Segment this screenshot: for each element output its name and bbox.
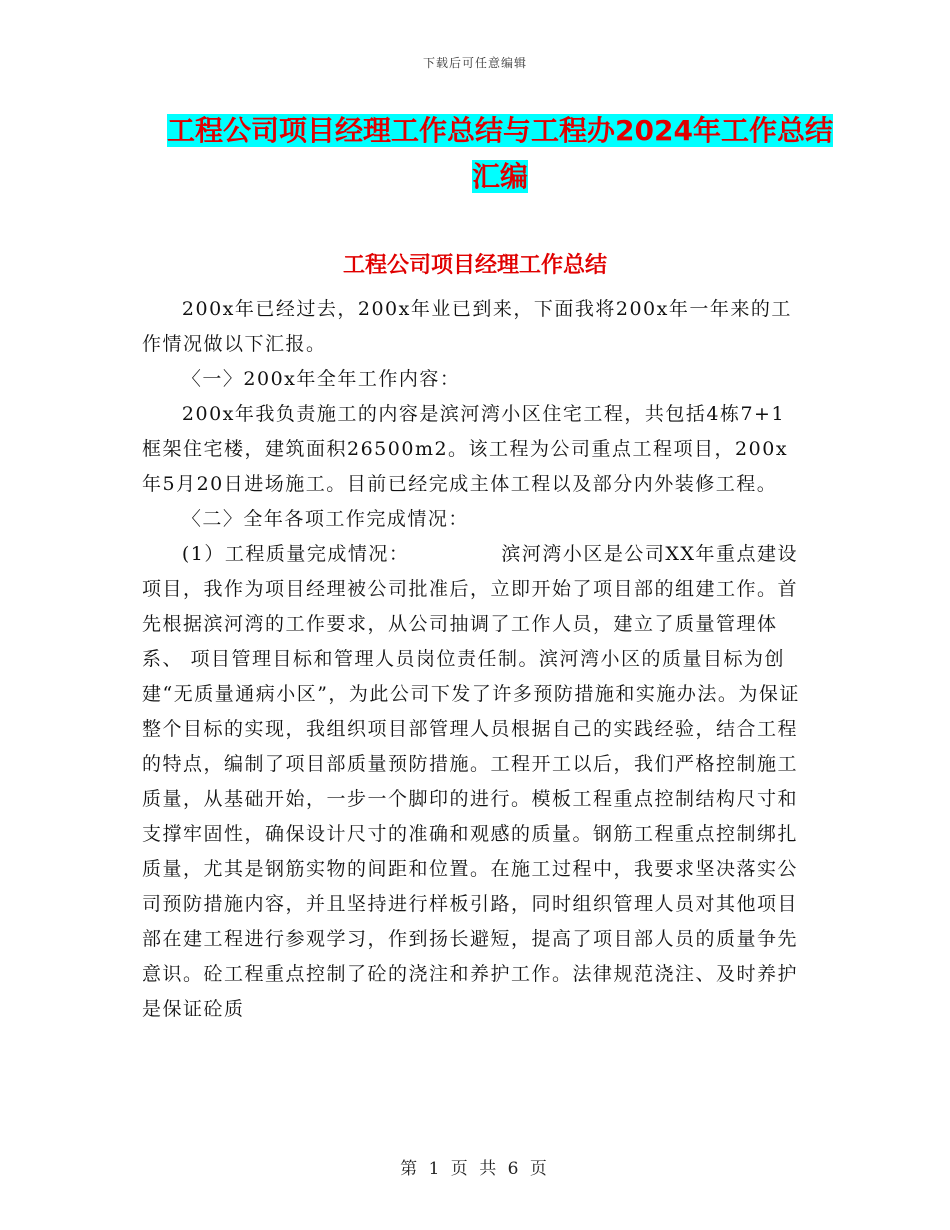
paragraph: 200x年已经过去，200x年业已到来，下面我将200x年一年来的工作情况做以下汇报。 — [142, 298, 792, 355]
document-title-line2: 汇编 — [471, 160, 528, 193]
document-title-line1: 工程公司项目经理工作总结与工程办2024年工作总结 — [167, 114, 833, 147]
paragraph: 〈一〉200x年全年工作内容： — [181, 368, 461, 390]
paragraph-body: 滨河湾小区是公司XX年重点建设项目，我作为项目经理被公司批准后，立即开始了项目部的组建工作。首先根据滨河湾的工作要求，从公司抽调了工作人员，建立了质量管理体系、 项目管理目标和管理人员岗位责任制。滨河湾小区的质量目标为创建“无质量通病小区”，为此公司下发了许多预防措施和实施办法。为保证整个目标的实现，我组织项目部管理人员根据自己的实践经验，结合工程的特点，编制了项目部质量预防措施。工程开工以后，我们严格控制施工质量，从基础开始，一步一个脚印的进行。模板工程重点控制结构尺寸和支撑牢固性，确保设计尺寸的准确和观感的质量。钢筋工程重点控制绑扎质量，尤其是钢筋实物的间距和位置。在施工过程中，我要求坚决落实公司预防措施内容，并且坚持进行样板引路，同时组织管理人员对其他项目部在建工程进行参观学习，作到扬长避短，提高了项目部人员的质量争先意识。砼工程重点控制了砼的浇注和养护工作。法律规范浇注、及时养护是保证砼质 — [142, 543, 800, 1020]
paragraph — [142, 537, 802, 1027]
body-text — [142, 292, 802, 1027]
page-footer: 第 1 页 共 6 页 — [400, 1159, 550, 1179]
paragraph-lead: (1）工程质量完成情况： — [181, 543, 410, 565]
paragraph: 200x年我负责施工的内容是滨河湾小区住宅工程，共包括4栋7+1框架住宅楼，建筑面积26500m2。该工程为公司重点工程项目，200x年5月20日进场施工。目前已经完成主体工程以及部分内外装修工程。 — [142, 403, 789, 495]
document-title — [140, 108, 860, 200]
section-title: 工程公司项目经理工作总结 — [342, 253, 607, 278]
paragraph: 〈二〉全年各项工作完成情况： — [181, 508, 469, 530]
header-note: 下载后可任意编辑 — [422, 56, 527, 70]
